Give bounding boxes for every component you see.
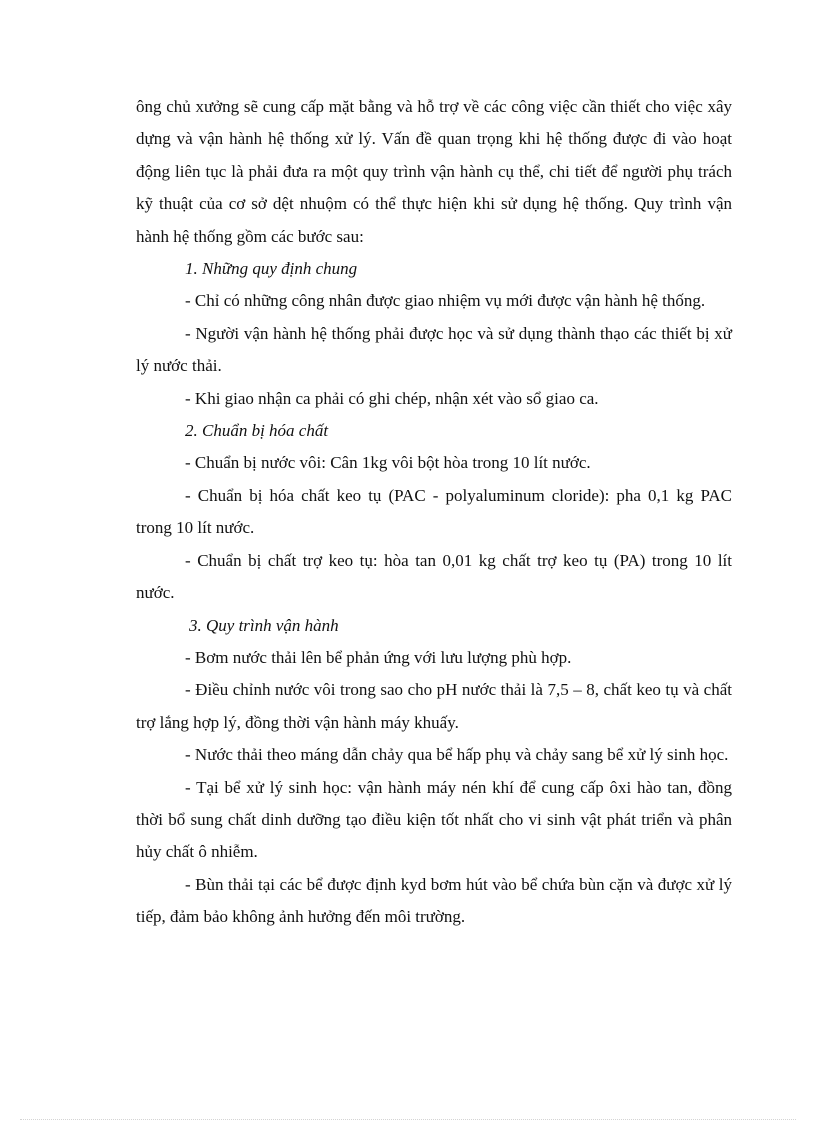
chemical-prep-paragraph: - Chuẩn bị nước vôi: Cân 1kg vôi bột hòa trong 10 lít nước. [185, 453, 591, 473]
operation-step-paragraph: - Nước thải theo máng dẫn chảy qua bể hấp phụ và chảy sang bể xử lý sinh học. [185, 745, 729, 765]
operation-step-paragraph: - Bùn thải tại các bể được định kyd bơm hút vào bể chứa bùn cặn và được xử lý tiếp, đảm bảo không ảnh hưởng đến môi trường. [136, 874, 732, 927]
operation-step-paragraph: - Tại bể xử lý sinh học: vận hành máy nén khí để cung cấp ôxi hào tan, đồng thời bổ sung chất dinh dưỡng tạo điều kiện tốt nhất cho vi sinh vật phát triển và phân hủy chất ô nhiễm. [136, 777, 732, 862]
section-heading-general-rules: 1. Những quy định chung [185, 259, 358, 279]
chemical-prep-paragraph: - Chuẩn bị hóa chất keo tụ (PAC - polyaluminum cloride): pha 0,1 kg PAC trong 10 lít nước. [136, 485, 732, 538]
intro-paragraph: ông chủ xưởng sẽ cung cấp mặt bằng và hỗ trợ về các công việc cần thiết cho việc xây dựng và vận hành hệ thống xử lý. Vấn đề quan trọng khi hệ thống được đi vào hoạt động liên tục là phải đưa ra một quy trình vận hành cụ thể, chi tiết để người phụ trách kỹ thuật của cơ sở dệt nhuộm có thể thực hiện khi sử dụng hệ thống. Quy trình vận hành hệ thống gồm các bước sau: [136, 97, 732, 246]
page-bottom-divider [20, 1119, 796, 1120]
rule-paragraph: - Chỉ có những công nhân được giao nhiệm vụ mới được vận hành hệ thống. [185, 291, 706, 311]
rule-paragraph: - Khi giao nhận ca phải có ghi chép, nhận xét vào sổ giao ca. [185, 388, 599, 408]
section-heading-operation: 3. Quy trình vận hành [189, 615, 339, 635]
rule-paragraph: - Người vận hành hệ thống phải được học và sử dụng thành thạo các thiết bị xử lý nước thải. [136, 323, 732, 376]
document-body [136, 91, 732, 934]
chemical-prep-paragraph: - Chuẩn bị chất trợ keo tụ: hòa tan 0,01 kg chất trợ keo tụ (PA) trong 10 lít nước. [136, 550, 732, 603]
operation-step-paragraph: - Điều chỉnh nước vôi trong sao cho pH nước thải là 7,5 – 8, chất keo tụ và chất trợ lắng hợp lý, đồng thời vận hành máy khuấy. [136, 680, 732, 732]
section-heading-chemical-prep: 2. Chuẩn bị hóa chất [185, 421, 329, 441]
operation-step-paragraph: - Bơm nước thải lên bể phản ứng với lưu lượng phù hợp. [185, 647, 572, 667]
